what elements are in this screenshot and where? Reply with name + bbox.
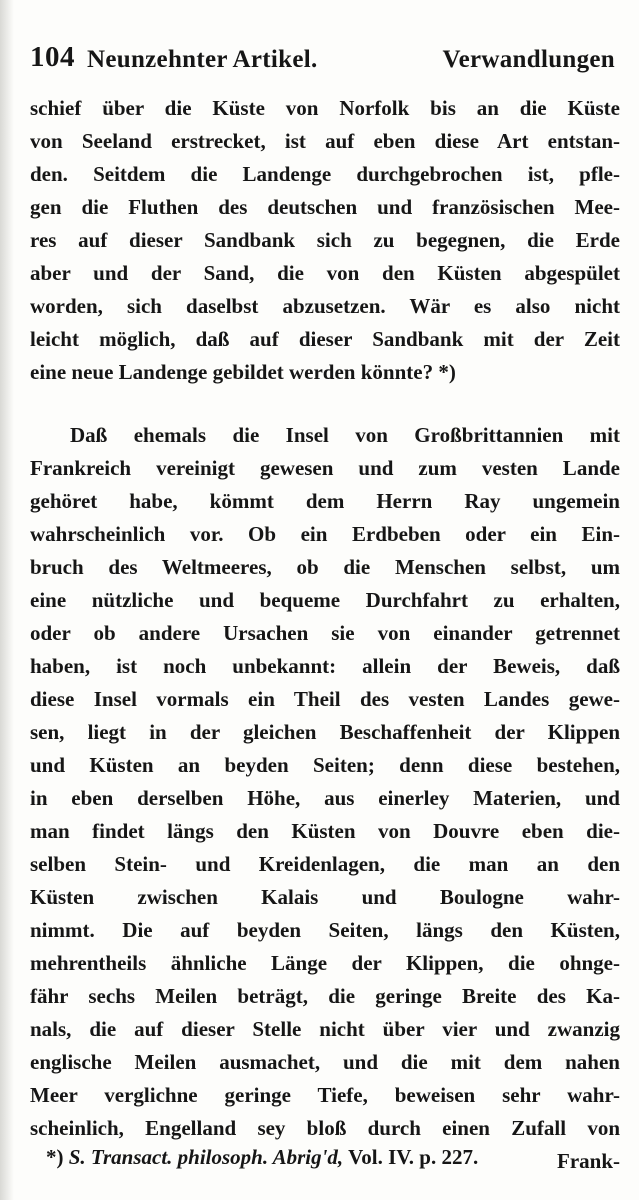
text-line: von Seeland erstrecket, ist auf eben diese Art entstan- bbox=[30, 129, 620, 153]
text-line: leicht möglich, daß auf dieser Sandbank mit der Zeit bbox=[30, 327, 620, 351]
text-line: res auf dieser Sandbank sich zu begegnen, die Erde bbox=[30, 228, 620, 252]
text-line: Frankreich vereinigt gewesen und zum vesten Lande bbox=[30, 456, 620, 480]
footnote-volume: Vol. IV. p. 227. bbox=[348, 1145, 479, 1169]
text-line: sen, liegt in der gleichen Beschaffenheit der Klippen bbox=[30, 720, 620, 744]
footnote-marker: *) bbox=[46, 1145, 64, 1169]
body-text bbox=[30, 92, 620, 1178]
text-line: in eben derselben Höhe, aus einerley Materien, und bbox=[30, 786, 620, 810]
text-line: Küsten zwischen Kalais und Boulogne wahr- bbox=[30, 885, 620, 909]
text-line: nals, die auf dieser Stelle nicht über vier und zwanzig bbox=[30, 1017, 620, 1041]
text-line: aber und der Sand, die von den Küsten abgespület bbox=[30, 261, 620, 285]
page-number: 104 bbox=[30, 41, 75, 73]
text-line: gehöret habe, kömmt dem Herrn Ray ungemein bbox=[30, 489, 620, 513]
text-line: wahrscheinlich vor. Ob ein Erdbeben oder ein Ein- bbox=[30, 522, 620, 546]
footnote-rule bbox=[30, 1127, 620, 1128]
footnote bbox=[46, 1140, 609, 1174]
text-line: Meer verglichne geringe Tiefe, beweisen sehr wahr- bbox=[30, 1083, 620, 1107]
running-head-topic: Verwandlungen bbox=[442, 46, 615, 73]
text-line: fähr sechs Meilen beträgt, die geringe Breite des Ka- bbox=[30, 984, 620, 1008]
running-head-article: Neunzehnter Artikel. bbox=[87, 46, 318, 73]
text-line: selben Stein- und Kreidenlagen, die man an den bbox=[30, 852, 620, 876]
text-line: diese Insel vormals ein Theil des vesten Landes gewe- bbox=[30, 687, 620, 711]
text-line: und Küsten an beyden Seiten; denn diese bestehen, bbox=[30, 753, 620, 777]
paragraph-2 bbox=[30, 419, 620, 1178]
text-line: bruch des Weltmeeres, ob die Menschen selbst, um bbox=[30, 555, 620, 579]
text-line: eine neue Landenge gebildet werden könnte? *) bbox=[30, 360, 456, 384]
paragraph-gap bbox=[30, 389, 620, 419]
text-line: gen die Fluthen des deutschen und französischen Mee- bbox=[30, 195, 620, 219]
text-line: scheinlich, Engelland sey bloß durch einen Zufall von bbox=[30, 1116, 620, 1140]
footnote-source: S. Transact. philosoph. Abrig'd, bbox=[68, 1145, 344, 1169]
text-line: eine nützliche und bequeme Durchfahrt zu erhalten, bbox=[30, 588, 620, 612]
text-line: man findet längs den Küsten von Douvre eben die- bbox=[30, 819, 620, 843]
text-line: Daß ehemals die Insel von Großbrittannien mit bbox=[70, 423, 620, 447]
text-line: den. Seitdem die Landenge durchgebrochen ist, pfle- bbox=[30, 162, 620, 186]
page-header bbox=[30, 28, 615, 74]
text-line: nimmt. Die auf beyden Seiten, längs den Küsten, bbox=[30, 918, 620, 942]
text-line: englische Meilen ausmachet, und die mit dem nahen bbox=[30, 1050, 620, 1074]
text-line: mehrentheils ähnliche Länge der Klippen, die ohnge- bbox=[30, 951, 620, 975]
text-line: oder ob andere Ursachen sie von einander getrennet bbox=[30, 621, 620, 645]
text-line: schief über die Küste von Norfolk bis an die Küste bbox=[30, 96, 620, 120]
paragraph-1 bbox=[30, 92, 620, 389]
text-line: haben, ist noch unbekannt: allein der Beweis, daß bbox=[30, 654, 620, 678]
text-line: worden, sich daselbst abzusetzen. Wär es also nicht bbox=[30, 294, 620, 318]
catchword: Frank- bbox=[557, 1149, 620, 1173]
